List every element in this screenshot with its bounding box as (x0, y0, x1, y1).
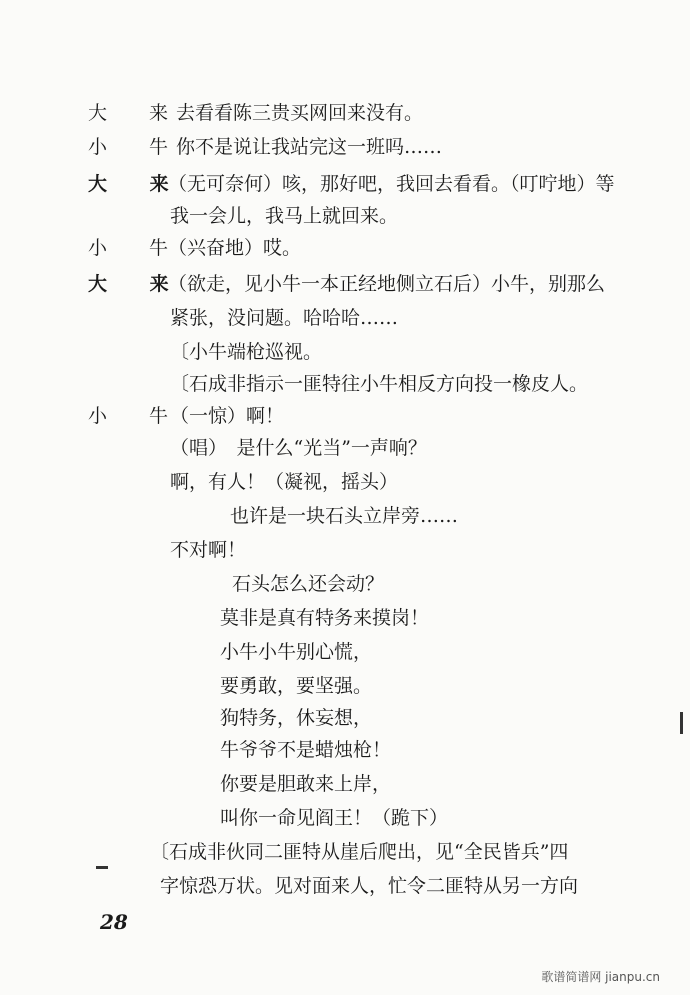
song-line: 也许是一块石头立岸旁…… (230, 505, 459, 527)
song-line: （唱） 是什么“光当”一声响？ (170, 437, 427, 459)
song-line: 石头怎么还会动？ (232, 573, 385, 595)
dialogue-line: 去看看陈三贵买网回来没有。 (176, 102, 424, 124)
song-line: 小牛小牛别心慌， (220, 641, 373, 663)
song-line: 莫非是真有特务来摸岗！ (220, 607, 430, 629)
dialogue-line: 我一会儿，我马上就回来。 (170, 205, 399, 227)
song-line: 牛爷爷不是蜡烛枪！ (220, 739, 392, 761)
speaker-label: 大 来 (88, 273, 187, 295)
song-line: 叫你一命见阎王！（跪下） (220, 807, 449, 829)
dialogue-line: （一惊）啊！ (170, 405, 285, 427)
dialogue-line: 紧张，没问题。哈哈哈…… (170, 307, 399, 329)
speaker-label: 小 牛 (88, 237, 187, 259)
dialogue-line: （兴奋地）哎。 (168, 237, 302, 259)
dialogue-line: 你不是说让我站完这一班吗…… (176, 136, 443, 158)
stage-direction: 〔石成非指示一匪特往小牛相反方向投一橡皮人。 (170, 373, 589, 395)
song-line: 不对啊！ (170, 539, 247, 561)
dialogue-line: （欲走，见小牛一本正经地侧立石后）小牛，别那么 (168, 273, 606, 295)
speaker-label: 大 来 (88, 102, 187, 124)
watermark: 歌谱简谱网 jianpu.cn (541, 970, 660, 984)
scan-mark (680, 712, 683, 734)
song-line: 你要是胆敢来上岸， (220, 773, 392, 795)
song-line: 狗特务，休妄想， (220, 707, 373, 729)
stage-direction: 字惊恐万状。见对面来人，忙令二匪特从另一方向 (160, 875, 579, 897)
scan-mark (96, 866, 108, 869)
speaker-label: 小 牛 (88, 405, 187, 427)
page-number: 28 (100, 910, 128, 934)
dialogue-line: （无可奈何）咳，那好吧，我回去看看。（叮咛地）等 (168, 173, 615, 195)
song-line: 啊，有人！（凝视，摇头） (170, 471, 399, 493)
speaker-label: 大 来 (88, 173, 187, 195)
speaker-label: 小 牛 (88, 136, 187, 158)
song-line: 要勇敢，要坚强。 (220, 675, 373, 697)
stage-direction: 〔石成非伙同二匪特从崖后爬出，见“全民皆兵”四 (150, 841, 569, 863)
stage-direction: 〔小牛端枪巡视。 (170, 341, 323, 363)
